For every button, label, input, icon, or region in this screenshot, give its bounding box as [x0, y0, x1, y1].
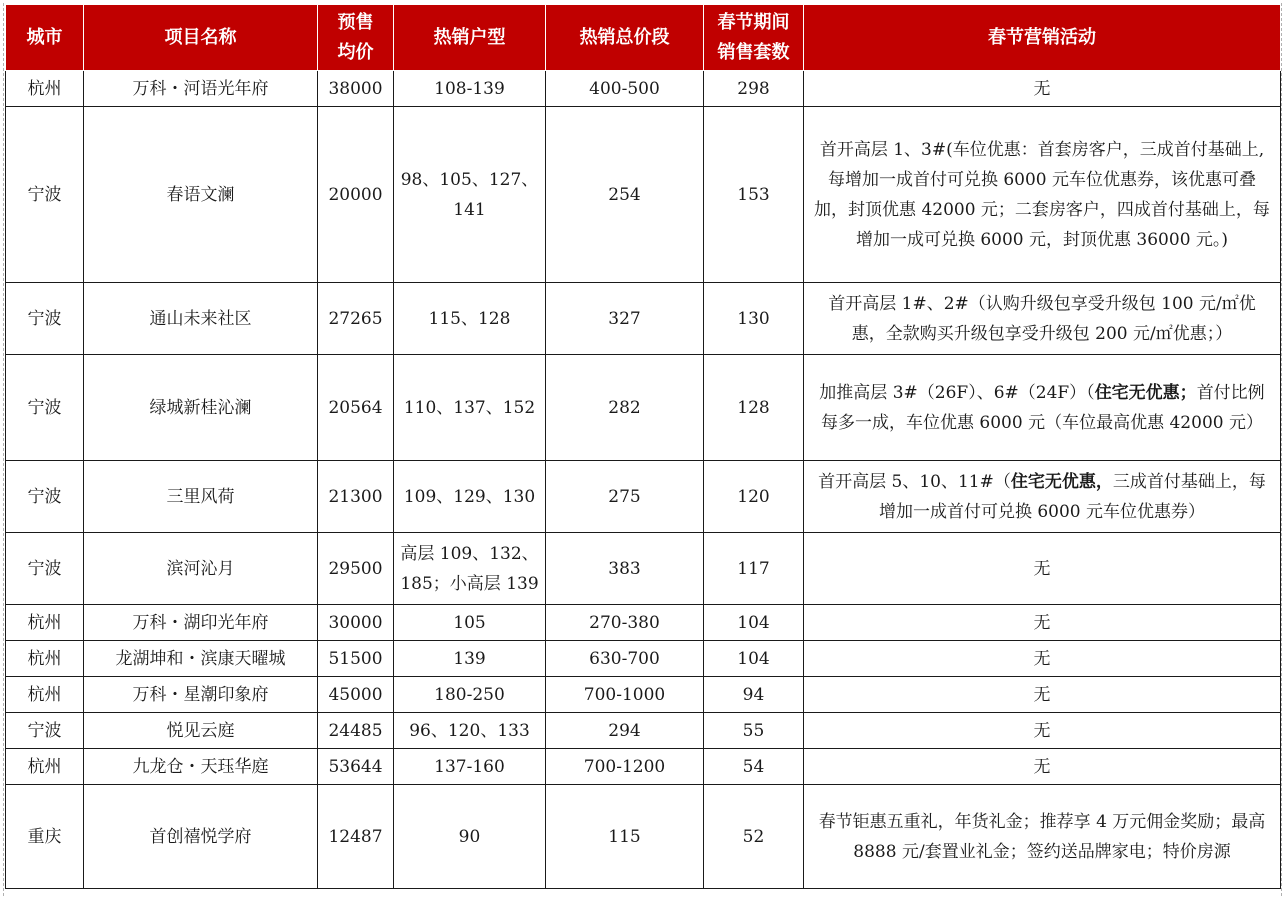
cell-city: 宁波 — [6, 461, 84, 533]
table-row — [6, 355, 1281, 461]
cell-units-sold: 117 — [704, 533, 804, 605]
cell-total-price: 254 — [546, 107, 704, 283]
spring-festival-sales-table — [5, 4, 1281, 889]
cell-units-sold: 55 — [704, 713, 804, 749]
cell-activity: 无 — [804, 71, 1281, 107]
header-presale-avg-price — [318, 5, 394, 71]
cell-project: 九龙仓・天珏华庭 — [84, 749, 318, 785]
header-hot-unit-type: 热销户型 — [394, 5, 546, 71]
cell-price: 51500 — [318, 641, 394, 677]
cell-unit-type: 110、137、152 — [394, 355, 546, 461]
cell-price: 20000 — [318, 107, 394, 283]
cell-city: 宁波 — [6, 283, 84, 355]
cell-unit-type: 180-250 — [394, 677, 546, 713]
cell-activity: 无 — [804, 533, 1281, 605]
cell-total-price: 700-1200 — [546, 749, 704, 785]
cell-project: 通山未来社区 — [84, 283, 318, 355]
cell-project: 三里风荷 — [84, 461, 318, 533]
cell-price: 30000 — [318, 605, 394, 641]
cell-unit-type: 96、120、133 — [394, 713, 546, 749]
cell-project: 绿城新桂沁澜 — [84, 355, 318, 461]
cell-total-price: 383 — [546, 533, 704, 605]
cell-units-sold: 128 — [704, 355, 804, 461]
header-units-sold-line1: 春节期间 — [717, 11, 790, 33]
cell-project: 首创禧悦学府 — [84, 785, 318, 889]
header-marketing-activity: 春节营销活动 — [804, 5, 1281, 71]
header-presale-avg-price-line2: 均价 — [337, 41, 374, 63]
table-row — [6, 605, 1281, 641]
cell-city: 杭州 — [6, 605, 84, 641]
cell-city: 宁波 — [6, 107, 84, 283]
header-row — [6, 5, 1281, 71]
cell-total-price: 115 — [546, 785, 704, 889]
header-project-name: 项目名称 — [84, 5, 318, 71]
cell-total-price: 630-700 — [546, 641, 704, 677]
cell-city: 宁波 — [6, 355, 84, 461]
cell-city: 杭州 — [6, 677, 84, 713]
header-units-sold-line2: 销售套数 — [717, 41, 790, 63]
cell-project: 万科・星潮印象府 — [84, 677, 318, 713]
header-presale-avg-price-line1: 预售 — [337, 11, 374, 33]
activity-text: 首付比例每多一成，车位优惠 6000 元（车位最高优惠 42000 元） — [821, 382, 1265, 433]
cell-activity: 首开高层 1、3#(车位优惠：首套房客户，三成首付基础上,每增加一成首付可兑换 6000 元车位优惠券，该优惠可叠加，封顶优惠 42000 元；二套房客户，四成首付基础上，每增加一成可兑换 6000 元，封顶优惠 36000 元。) — [804, 107, 1281, 283]
cell-units-sold: 130 — [704, 283, 804, 355]
cell-total-price: 294 — [546, 713, 704, 749]
cell-units-sold: 104 — [704, 641, 804, 677]
cell-activity: 春节钜惠五重礼，年货礼金；推荐享 4 万元佣金奖励；最高 8888 元/套置业礼金；签约送品牌家电；特价房源 — [804, 785, 1281, 889]
table-row — [6, 461, 1281, 533]
cell-total-price: 282 — [546, 355, 704, 461]
cell-city: 宁波 — [6, 713, 84, 749]
cell-price: 53644 — [318, 749, 394, 785]
cell-city: 杭州 — [6, 749, 84, 785]
cell-activity: 无 — [804, 605, 1281, 641]
cell-unit-type: 98、105、127、141 — [394, 107, 546, 283]
table-row — [6, 749, 1281, 785]
cell-project: 龙湖坤和・滨康天曜城 — [84, 641, 318, 677]
cell-units-sold: 52 — [704, 785, 804, 889]
cell-activity: 无 — [804, 677, 1281, 713]
cell-unit-type: 115、128 — [394, 283, 546, 355]
cell-unit-type: 137-160 — [394, 749, 546, 785]
cell-activity: 无 — [804, 749, 1281, 785]
cell-project: 春语文澜 — [84, 107, 318, 283]
cell-project: 万科・河语光年府 — [84, 71, 318, 107]
table-row — [6, 107, 1281, 283]
cell-unit-type: 139 — [394, 641, 546, 677]
activity-text: 三成首付基础上，每增加一成首付可兑换 6000 元车位优惠券） — [878, 471, 1266, 522]
table-row — [6, 283, 1281, 355]
table-row — [6, 677, 1281, 713]
cell-price: 27265 — [318, 283, 394, 355]
cell-city: 重庆 — [6, 785, 84, 889]
header-city: 城市 — [6, 5, 84, 71]
cell-units-sold: 54 — [704, 749, 804, 785]
cell-total-price: 400-500 — [546, 71, 704, 107]
cell-total-price: 327 — [546, 283, 704, 355]
cell-units-sold: 104 — [704, 605, 804, 641]
cell-city: 杭州 — [6, 641, 84, 677]
cell-price: 29500 — [318, 533, 394, 605]
cell-total-price: 700-1000 — [546, 677, 704, 713]
cell-price: 38000 — [318, 71, 394, 107]
table-row — [6, 713, 1281, 749]
table-row — [6, 785, 1281, 889]
cell-price: 45000 — [318, 677, 394, 713]
cell-activity: 首开高层 1#、2#（认购升级包享受升级包 100 元/㎡优惠，全款购买升级包享受升级包 200 元/㎡优惠；） — [804, 283, 1281, 355]
activity-text: 加推高层 3#（26F）、6#（24F）（ — [819, 382, 1095, 403]
cell-unit-type: 109、129、130 — [394, 461, 546, 533]
cell-total-price: 275 — [546, 461, 704, 533]
cell-total-price: 270-380 — [546, 605, 704, 641]
table-row — [6, 71, 1281, 107]
cell-units-sold: 153 — [704, 107, 804, 283]
cell-activity — [804, 355, 1281, 461]
activity-text: 首开高层 5、10、11#（ — [818, 471, 1011, 492]
table-row — [6, 641, 1281, 677]
cell-price: 21300 — [318, 461, 394, 533]
cell-price: 24485 — [318, 713, 394, 749]
activity-highlight: 住宅无优惠， — [1010, 471, 1113, 492]
cell-activity — [804, 461, 1281, 533]
cell-price: 20564 — [318, 355, 394, 461]
cell-project: 万科・湖印光年府 — [84, 605, 318, 641]
cell-city: 杭州 — [6, 71, 84, 107]
header-units-sold — [704, 5, 804, 71]
activity-highlight: 住宅无优惠； — [1094, 382, 1197, 403]
cell-project: 滨河沁月 — [84, 533, 318, 605]
cell-project: 悦见云庭 — [84, 713, 318, 749]
cell-activity: 无 — [804, 713, 1281, 749]
cell-units-sold: 94 — [704, 677, 804, 713]
cell-unit-type: 90 — [394, 785, 546, 889]
cell-city: 宁波 — [6, 533, 84, 605]
cell-unit-type: 高层 109、132、185；小高层 139 — [394, 533, 546, 605]
cell-unit-type: 108-139 — [394, 71, 546, 107]
cell-activity: 无 — [804, 641, 1281, 677]
header-hot-total-price: 热销总价段 — [546, 5, 704, 71]
table-row — [6, 533, 1281, 605]
cell-unit-type: 105 — [394, 605, 546, 641]
cell-units-sold: 298 — [704, 71, 804, 107]
cell-price: 12487 — [318, 785, 394, 889]
cell-units-sold: 120 — [704, 461, 804, 533]
